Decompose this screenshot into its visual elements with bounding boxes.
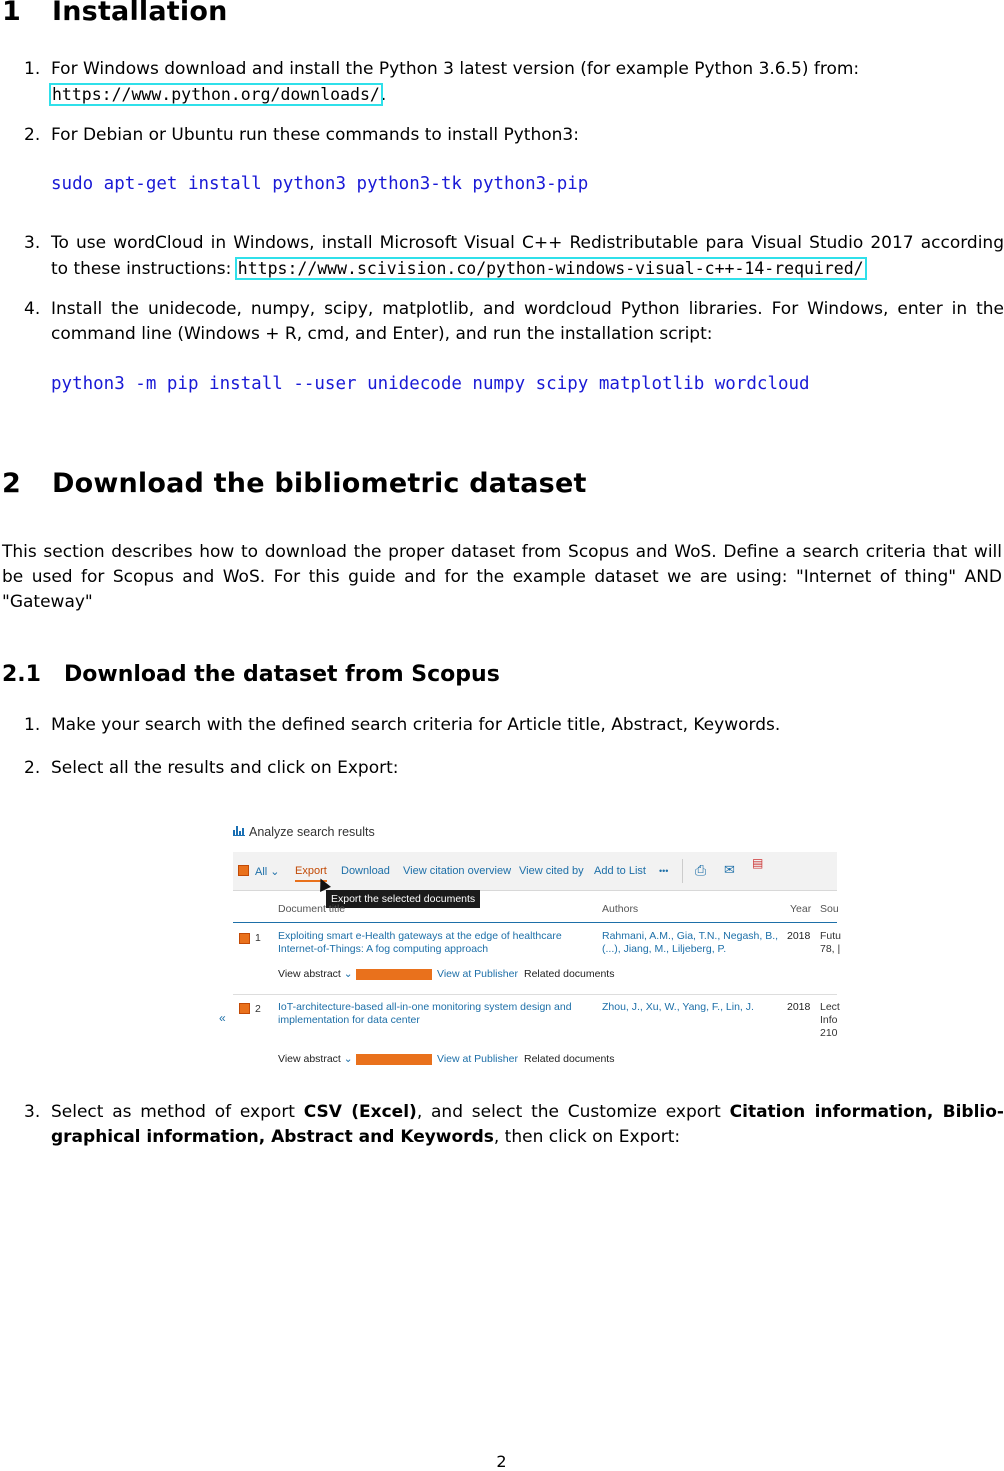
- view-abstract-toggle[interactable]: [278, 1053, 353, 1066]
- list-text: To use wordCloud in Windows, install Microsoft Visual C++ Redistributable para Visual Studio 2017 according: [51, 233, 1004, 253]
- text-run: , then click on Export:: [493, 1127, 681, 1147]
- visual-cpp-link[interactable]: https://www.scivision.co/python-windows-visual-c++-14-required/: [237, 259, 864, 278]
- analyze-results-link[interactable]: [233, 825, 375, 839]
- related-documents-link[interactable]: Related documents: [524, 1053, 615, 1065]
- add-to-list-button[interactable]: Add to List: [594, 865, 646, 877]
- export-tooltip: Export the selected documents: [326, 890, 480, 908]
- bold-text: graphical information, Abstract and Keywords: [51, 1127, 494, 1147]
- row-number: 2: [255, 1003, 261, 1015]
- chevron-down-icon: ⌄: [343, 1053, 353, 1065]
- text-run: , and select the Customize export: [416, 1102, 730, 1122]
- column-header-document-title[interactable]: Document title: [278, 903, 346, 915]
- list-number: 1.: [24, 715, 41, 735]
- column-header-authors[interactable]: Authors: [602, 903, 639, 915]
- row-checkbox[interactable]: [239, 933, 250, 944]
- column-header-year[interactable]: Year: [790, 903, 812, 915]
- authors-line: (...), Jiang, M., Liljeberg, P.: [602, 943, 727, 955]
- section-title: Download the dataset from Scopus: [64, 662, 500, 687]
- source-line: Info: [820, 1014, 838, 1026]
- view-abstract-label: View abstract: [278, 1053, 341, 1065]
- bar-chart-icon: [233, 825, 245, 836]
- section-number: 2: [2, 468, 21, 499]
- related-documents-link[interactable]: Related documents: [524, 968, 615, 980]
- document-page: 1 Installation 1. For Windows download and install the Python 3 latest version (for example Python 3.6.5) from: https://www.python.org/downloads/. 2. For Debian or Ubuntu run these commands to install Python3: sudo apt-get install python3 python3-tk python3-pip 3. To use wordCloud in Windows, install Microsoft Visual C++ Redistributable para Visual Studio 2017 according to these instructions: https://www.scivision.co/python-windows-visual-c++-14-required/ 4. Install the unidecode, numpy, scipy, matplotlib, and wordcloud Python libraries. For Windows, enter in the command line (Windows + R, cmd, and Enter), and run the installation script: python3 -m pip install --user unidecode numpy scipy matplotlib wordcloud 2 Download the bibliometric dataset This section describes how to download the proper dataset from Scopus and WoS. Define a search criteria that will be used for Scopus and WoS. For this guide and for the example dataset we are using: "Internet of thing" AND "Gateway" 2.1 Download the dataset from Scopus 1. Make your search with the defined search criteria for Article title, Abstract, Keywords. 2. Select all the results and click on Export: Analyze search results All ⌄ Export Download View citation overview View cited by Add to List ••• ⎙ ✉ ▤ Export the selected documents Document title Authors Year Sou 1 Exploiting smart e-Health gateways at the edge of healthcare Internet-of-Things: A fog computing approach Rahmani, A.M., Gia, T.N., Negash, B., (...), Jiang, M., Liljeberg, P. 2018 Futu 78, | View abstract ⌄ View at Publisher Related documents 2 IoT-architecture-based all-in-one monitoring system design and implementation for data center Zhou, J., Xu, W., Yang, F., Lin, J. 2018 Lect Info 210 « View abstract ⌄ View at Publisher Related documents 3. Select as method of export CSV (Excel), and select the Customize export Citation information, Biblio- graphical information, Abstract and Keywords, then click on Export: 2: [0, 0, 1003, 1468]
- list-text: For Debian or Ubuntu run these commands to install Python3:: [51, 125, 579, 145]
- download-button[interactable]: Download: [341, 865, 390, 877]
- paragraph-line: This section describes how to download the proper dataset from Scopus and WoS. Define a search criteria that will: [2, 542, 1002, 562]
- page-number: 2: [496, 1452, 507, 1471]
- view-at-publisher-link[interactable]: View at Publisher: [437, 1053, 518, 1065]
- authors-link[interactable]: [602, 930, 778, 956]
- list-text: For Windows download and install the Python 3 latest version (for example Python 3.6.5) from:: [51, 59, 860, 79]
- python-download-link[interactable]: https://www.python.org/downloads/: [52, 85, 380, 104]
- authors-link[interactable]: Zhou, J., Xu, W., Yang, F., Lin, J.: [602, 1001, 754, 1013]
- source-line: Lect: [820, 1001, 840, 1013]
- email-icon[interactable]: ✉: [724, 862, 735, 877]
- pdf-icon[interactable]: ▤: [752, 856, 764, 870]
- list-text: Install the unidecode, numpy, scipy, matplotlib, and wordcloud Python libraries. For Windows, enter in the: [51, 299, 1004, 319]
- print-icon[interactable]: ⎙: [695, 862, 707, 878]
- source-line: 210: [820, 1027, 838, 1039]
- list-text: command line (Windows + R, cmd, and Enter), and run the installation script:: [51, 324, 713, 344]
- row-divider: [233, 994, 837, 995]
- row-checkbox[interactable]: [239, 1003, 250, 1014]
- chevron-down-icon: ⌄: [343, 968, 353, 980]
- select-all-dropdown[interactable]: [255, 865, 280, 878]
- bold-text: Citation information, Biblio-: [729, 1102, 1004, 1122]
- code-apt-install: sudo apt-get install python3 python3-tk python3-pip: [51, 174, 589, 194]
- source-cell: [820, 930, 841, 956]
- analyze-results-label: Analyze search results: [249, 825, 375, 839]
- document-title-line: Internet-of-Things: A fog computing approach: [278, 943, 489, 955]
- list-number: 2.: [24, 125, 41, 145]
- section-number: 1: [2, 0, 21, 27]
- section-number: 2.1: [2, 662, 41, 687]
- chevron-down-icon: ⌄: [270, 866, 280, 878]
- section-heading-download: [2, 468, 587, 499]
- view-abstract-label: View abstract: [278, 968, 341, 980]
- scopus-results-screenshot: [219, 806, 842, 1070]
- list-number: 3.: [24, 1102, 41, 1122]
- toolbar-divider: [682, 859, 683, 883]
- list-number: 2.: [24, 758, 41, 778]
- list-text: [51, 1100, 1004, 1125]
- list-number: 3.: [24, 233, 41, 253]
- export-button[interactable]: Export: [295, 865, 327, 882]
- view-citation-overview-button[interactable]: View citation overview: [403, 865, 512, 877]
- code-pip-install: python3 -m pip install --user unidecode numpy scipy matplotlib wordcloud: [51, 374, 810, 394]
- bold-text: CSV (Excel): [303, 1102, 417, 1122]
- document-title-line: Exploiting smart e-Health gateways at the edge of healthcare: [278, 930, 562, 942]
- list-text: to these instructions:: [51, 259, 232, 279]
- full-text-button[interactable]: [356, 1054, 432, 1065]
- download-paragraph: [2, 540, 1002, 615]
- document-title-link[interactable]: [278, 1001, 572, 1027]
- list-text: Select all the results and click on Export:: [51, 758, 399, 778]
- header-divider: [233, 922, 837, 923]
- view-abstract-toggle[interactable]: [278, 968, 353, 981]
- document-title-link[interactable]: [278, 930, 562, 956]
- source-cell: [820, 1001, 840, 1040]
- paragraph-line: be used for Scopus and WoS. For this guide and for the example dataset we are using: "Internet of thing" AND: [2, 567, 1002, 587]
- select-all-checkbox[interactable]: [238, 865, 249, 876]
- list-number: 4.: [24, 299, 41, 319]
- select-all-label: All: [255, 866, 268, 878]
- section-title: Installation: [52, 0, 228, 27]
- column-header-source[interactable]: Sou: [820, 903, 839, 915]
- more-options-icon[interactable]: •••: [659, 866, 669, 876]
- text-run: Select as method of export: [51, 1102, 304, 1122]
- document-title-line: IoT-architecture-based all-in-one monitoring system design and: [278, 1001, 572, 1013]
- source-line: 78, |: [820, 943, 841, 955]
- collapse-panel-icon[interactable]: «: [219, 1011, 226, 1025]
- year-cell: 2018: [787, 930, 811, 942]
- year-cell: 2018: [787, 1001, 811, 1013]
- full-text-button[interactable]: [356, 969, 432, 980]
- view-cited-by-button[interactable]: View cited by: [519, 865, 584, 877]
- source-line: Futu: [820, 930, 842, 942]
- section-heading-installation: [2, 0, 228, 27]
- paragraph-line: "Gateway": [2, 592, 93, 612]
- authors-line: Rahmani, A.M., Gia, T.N., Negash, B.,: [602, 930, 779, 942]
- list-text: Make your search with the defined search criteria for Article title, Abstract, Keywords.: [51, 715, 781, 735]
- section-title: Download the bibliometric dataset: [52, 468, 587, 499]
- view-at-publisher-link[interactable]: View at Publisher: [437, 968, 518, 980]
- subsection-heading-scopus: [2, 662, 500, 687]
- document-title-line: implementation for data center: [278, 1014, 420, 1026]
- row-number: 1: [255, 932, 261, 944]
- list-number: 1.: [24, 59, 41, 79]
